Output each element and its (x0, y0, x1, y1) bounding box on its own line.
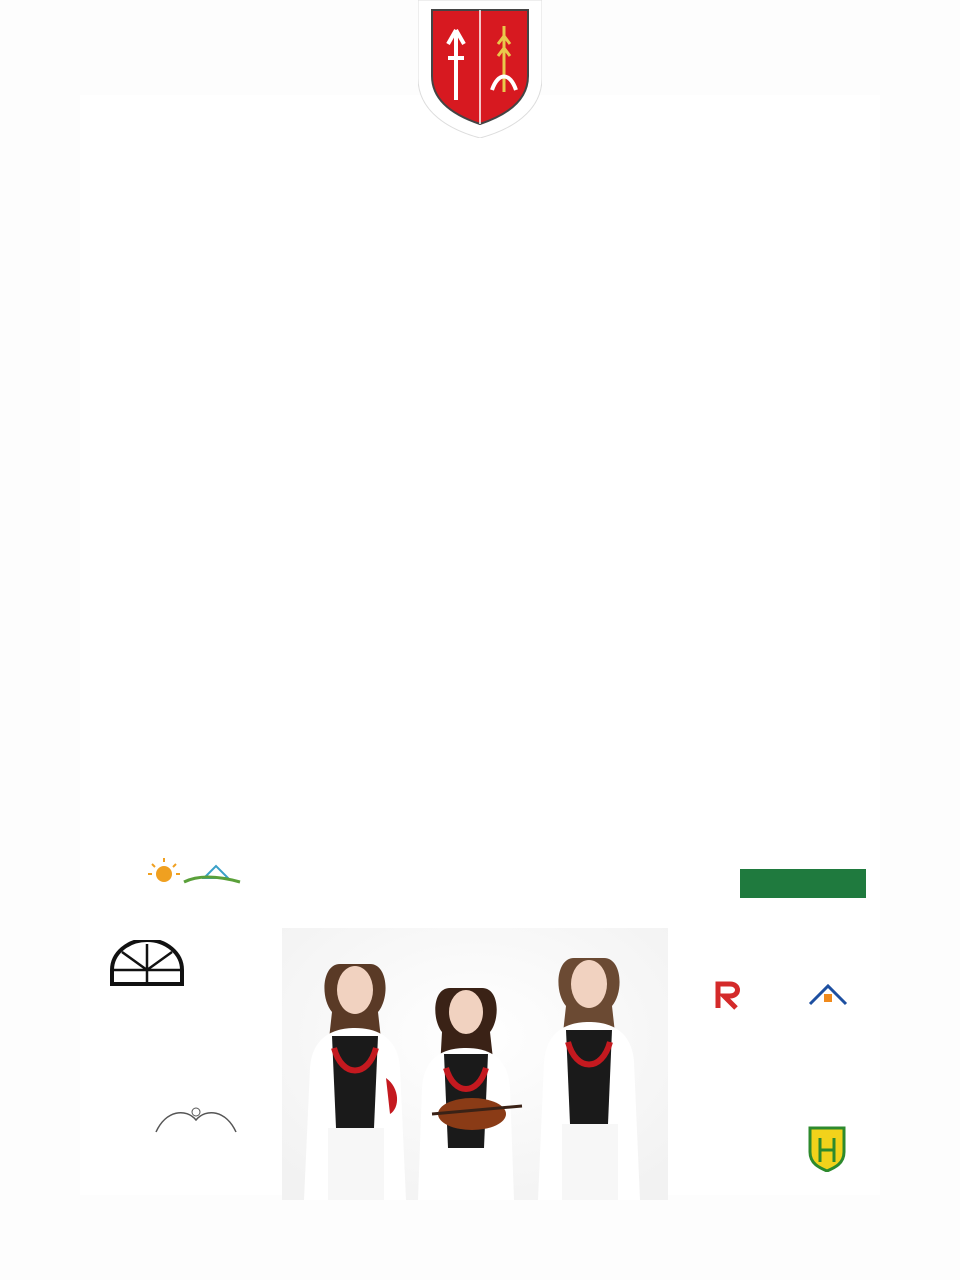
house-icon (808, 982, 848, 1006)
goksir-logo (104, 940, 190, 1020)
brukdom-logo (686, 980, 770, 1030)
gmina-logo (104, 852, 244, 922)
naleczow-logo (606, 868, 716, 904)
floral-border-right (870, 0, 960, 1280)
rokiczanka-logo (146, 1104, 246, 1164)
coat-of-arms (418, 0, 542, 138)
niedrzwica-crest-logo (800, 1118, 854, 1176)
sun-icon (144, 852, 244, 886)
ornament-icon (146, 1104, 246, 1134)
alfa-bet-logo (794, 982, 862, 1028)
bank-logo (740, 869, 866, 898)
el-hand-logo (752, 1058, 852, 1088)
brukdom-mark-icon (712, 980, 744, 1010)
window-arch-icon (108, 940, 186, 986)
folk-band-photo (282, 928, 668, 1200)
shield-icon (808, 1126, 846, 1172)
